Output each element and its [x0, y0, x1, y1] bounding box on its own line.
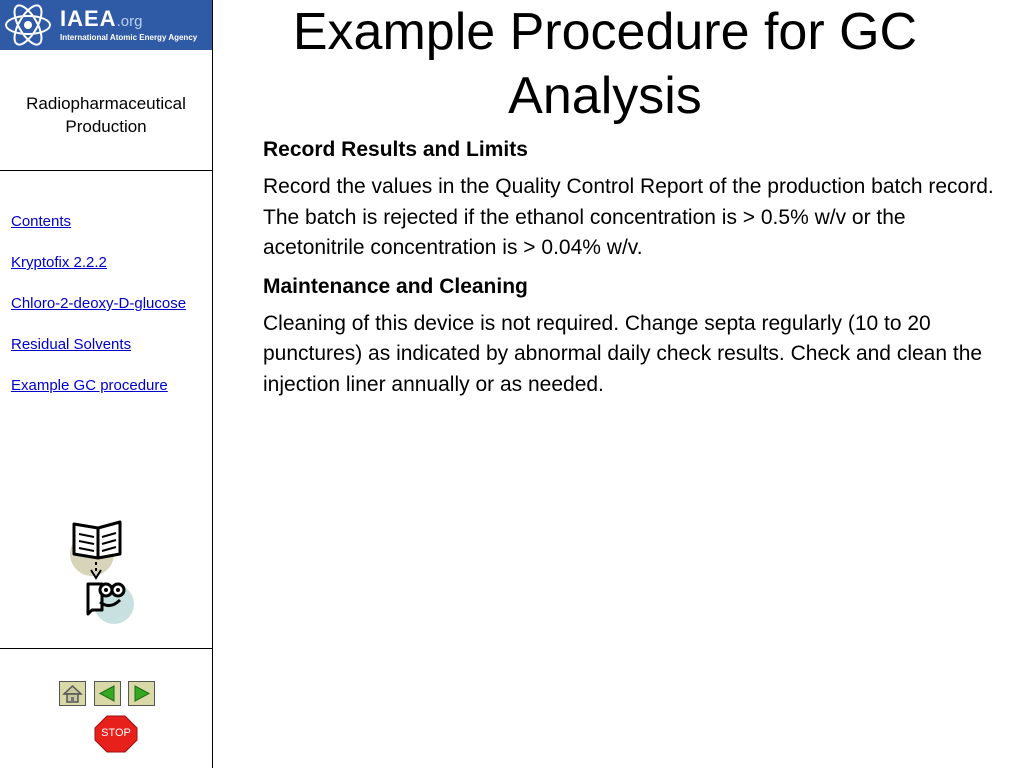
iaea-logo[interactable] [0, 0, 212, 50]
nav-buttons [59, 681, 159, 709]
nav-links [11, 212, 206, 417]
stop-label: STOP [101, 727, 131, 739]
sidebar [0, 0, 213, 768]
previous-button[interactable] [94, 681, 121, 706]
atom-globe-icon [3, 2, 53, 48]
divider [0, 648, 212, 649]
section-title: Radiopharmaceutical Production [26, 94, 186, 136]
section-heading-maintenance: Maintenance and Cleaning [263, 274, 528, 298]
divider [0, 170, 212, 171]
stop-button[interactable] [94, 715, 138, 753]
previous-arrow-icon [96, 683, 119, 704]
nav-link-contents[interactable]: Contents [11, 213, 72, 230]
logo-brand: IAEA.org [60, 6, 143, 31]
book-and-reader-icon [66, 518, 138, 630]
nav-link-example-gc-procedure[interactable]: Example GC procedure [11, 377, 168, 394]
nav-link-kryptofix[interactable]: Kryptofix 2.2.2 [11, 254, 107, 271]
paragraph-maintenance: Cleaning of this device is not required. Change septa regularly (10 to 20 punctures) as indicated by abnormal daily check results. Check and clean the injection liner annually or as needed. [263, 311, 983, 396]
paragraph-record-results: Record the values in the Quality Control Report of the production batch record. The batch is rejected if the ethanol concentration is > 0.5% w/v or the acetonitrile concentration is > 0.04% w/v. [263, 175, 994, 259]
nav-link-chloro-deoxy-glucose[interactable]: Chloro-2-deoxy-D-glucose [11, 295, 187, 312]
home-icon [61, 683, 84, 704]
content-body [263, 135, 998, 408]
nav-link-residual-solvents[interactable]: Residual Solvents [11, 336, 132, 353]
next-arrow-icon [130, 683, 153, 704]
next-button[interactable] [128, 681, 155, 706]
home-button[interactable] [59, 681, 86, 706]
section-heading-record-results: Record Results and Limits [263, 138, 528, 161]
logo-subtitle: International Atomic Energy Agency [60, 33, 198, 42]
page-title: Example Procedure for GC Analysis [292, 3, 918, 125]
